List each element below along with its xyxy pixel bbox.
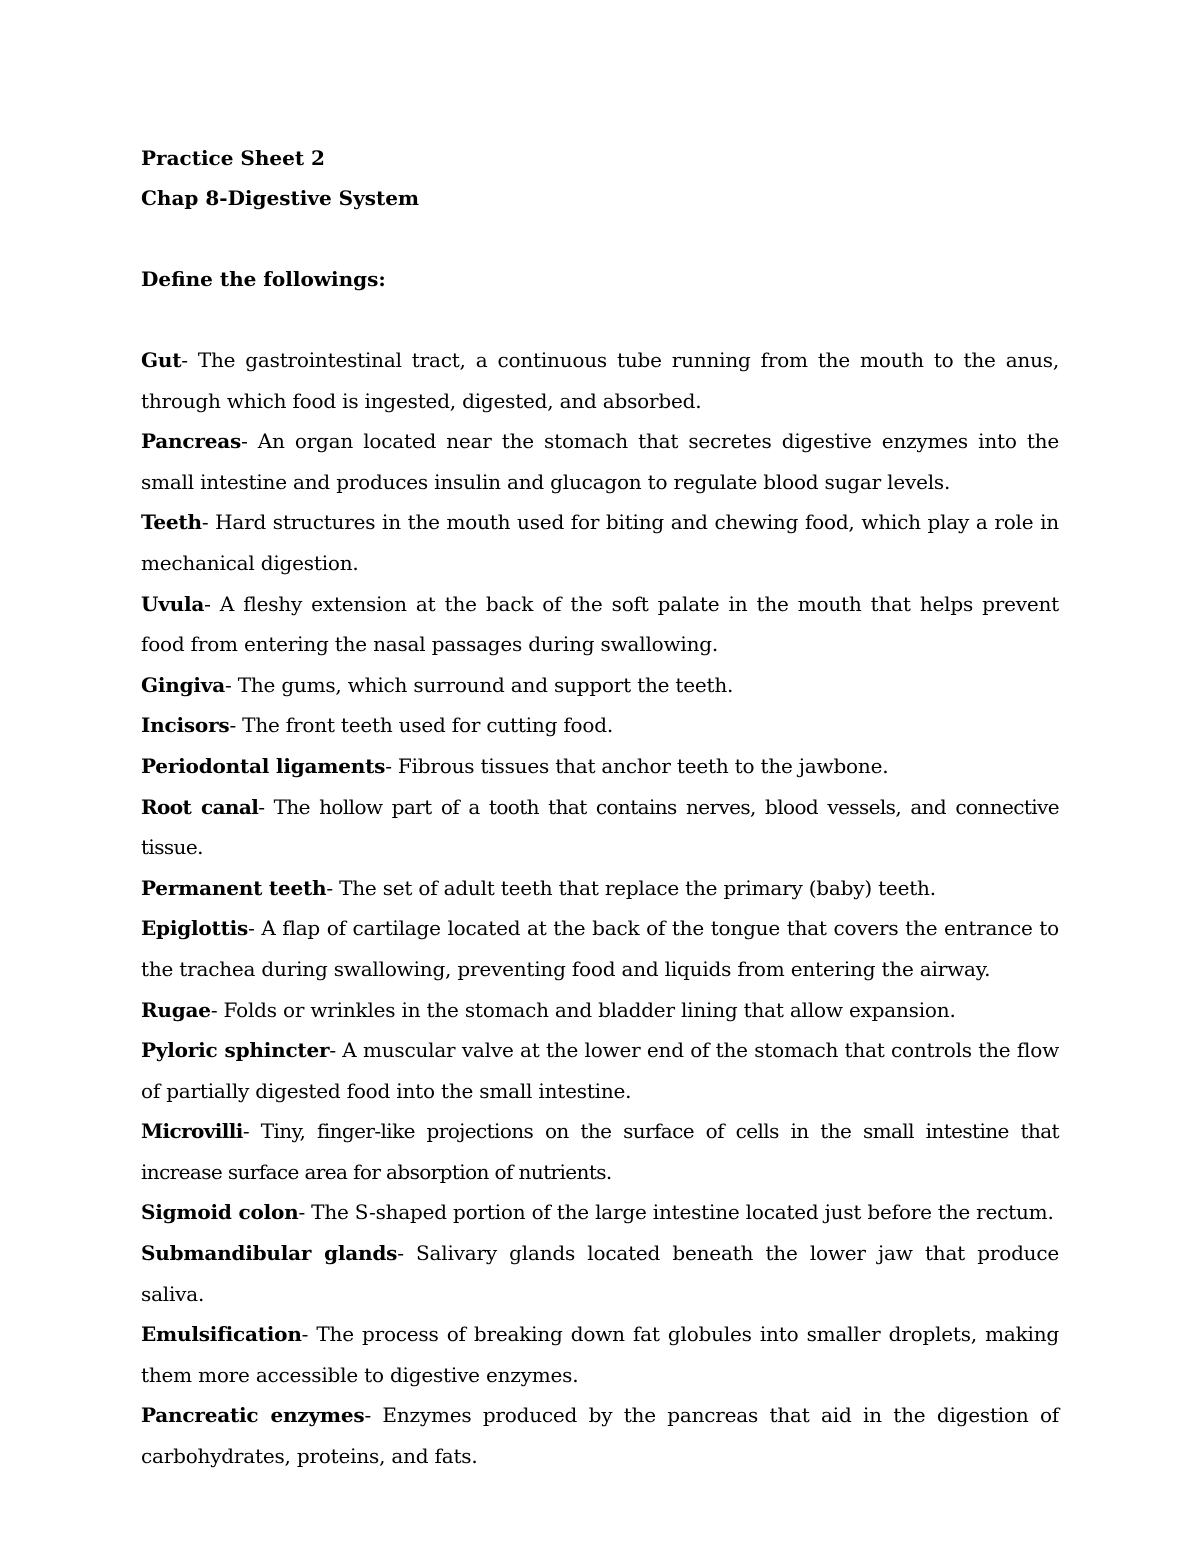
- page-title: Practice Sheet 2: [141, 146, 325, 170]
- definition-item: [141, 746, 1059, 787]
- definition-text: - Tiny, finger-like projections on the surface of cells in the small intestine that increase surface area for absorption of nutrients.: [141, 1119, 1059, 1184]
- definition-text: - Enzymes produced by the pancreas that aid in the digestion of carbohydrates, proteins, and fats.: [141, 1403, 1059, 1469]
- definition-item: [141, 908, 1059, 989]
- definition-item: [141, 787, 1059, 868]
- definition-term: Microvilli: [141, 1119, 243, 1144]
- definition-term: Pyloric sphincter: [141, 1038, 330, 1063]
- definition-item: [141, 421, 1059, 502]
- definition-text: - The process of breaking down fat globules into smaller droplets, making them more accessible to digestive enzymes.: [141, 1322, 1059, 1387]
- definition-text: - Salivary glands located beneath the lower jaw that produce saliva.: [141, 1241, 1059, 1306]
- definition-term: Gut: [141, 348, 182, 372]
- spacer: [141, 299, 1059, 340]
- definition-term: Incisors: [141, 713, 230, 738]
- definition-text: - A muscular valve at the lower end of the stomach that controls the flow of partially digested food into the small intestine.: [141, 1038, 1059, 1103]
- definition-text: - The gastrointestinal tract, a continuous tube running from the mouth to the anus, through which food is ingested, digested, and absorbed.: [141, 348, 1059, 413]
- definition-text: - An organ located near the stomach that secretes digestive enzymes into the small intestine and produces insulin and glucagon to regulate blood sugar levels.: [141, 429, 1059, 494]
- definition-term: Uvula: [141, 591, 205, 616]
- definition-term: Pancreas: [141, 429, 242, 454]
- definition-item: [141, 502, 1059, 583]
- definition-item: [141, 665, 1059, 706]
- definition-item: [141, 340, 1059, 421]
- definition-text: - A flap of cartilage located at the back of the tongue that covers the entrance to the trachea during swallowing, preventing food and liquids from entering the airway.: [141, 916, 1059, 981]
- definition-item: [141, 1111, 1059, 1192]
- definition-text: - Folds or wrinkles in the stomach and bladder lining that allow expansion.: [210, 997, 956, 1022]
- definition-text: - Fibrous tissues that anchor teeth to the jawbone.: [385, 753, 889, 778]
- definition-text: - The hollow part of a tooth that contains nerves, blood vessels, and connective tissue.: [141, 794, 1059, 860]
- document-page: [141, 138, 1059, 1477]
- definition-text: - The gums, which surround and support the teeth.: [224, 672, 734, 697]
- definition-item: [141, 990, 1059, 1031]
- definition-term: Submandibular glands: [141, 1241, 398, 1266]
- definition-text: - The set of adult teeth that replace the primary (baby) teeth.: [326, 875, 936, 900]
- definition-text: - A fleshy extension at the back of the soft palate in the mouth that helps prevent food from entering the nasal passages during swallowing.: [141, 591, 1059, 657]
- definition-item: [141, 1233, 1059, 1314]
- definition-list: [141, 340, 1059, 1477]
- definition-term: Permanent teeth: [141, 875, 327, 900]
- definition-item: [141, 1192, 1059, 1233]
- definition-term: Pancreatic enzymes: [141, 1403, 365, 1428]
- definition-text: - Hard structures in the mouth used for biting and chewing food, which play a role in mechanical digestion.: [141, 510, 1059, 575]
- chapter-title: Chap 8-Digestive System: [141, 186, 420, 210]
- definition-term: Epiglottis: [141, 916, 249, 941]
- definition-term: Root canal: [141, 794, 259, 819]
- definition-item: [141, 1030, 1059, 1111]
- definition-term: Sigmoid colon: [141, 1200, 299, 1225]
- definition-item: [141, 705, 1059, 746]
- definition-item: [141, 584, 1059, 665]
- definition-term: Gingiva: [141, 672, 225, 697]
- definition-text: - The front teeth used for cutting food.: [229, 713, 614, 738]
- definition-term: Teeth: [141, 510, 202, 535]
- spacer: [141, 218, 1059, 259]
- definition-term: Rugae: [141, 997, 211, 1022]
- definition-item: [141, 1314, 1059, 1395]
- instruction-heading: Define the followings:: [141, 267, 386, 291]
- definition-text: - The S-shaped portion of the large intestine located just before the rectum.: [298, 1200, 1054, 1225]
- definition-item: [141, 1395, 1059, 1476]
- definition-item: [141, 868, 1059, 909]
- definition-term: Periodontal ligaments: [141, 753, 386, 778]
- definition-term: Emulsification: [141, 1322, 302, 1347]
